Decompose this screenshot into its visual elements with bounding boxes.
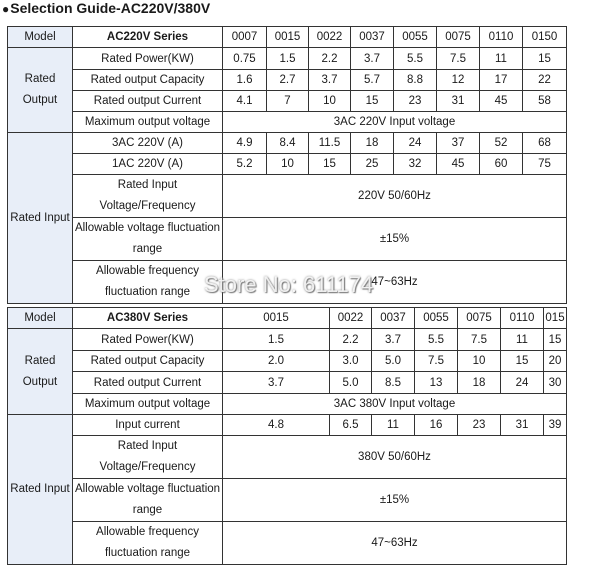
- ac220-input-vf-row: [8, 175, 567, 218]
- input-vf-value: 220V 50/60Hz: [223, 175, 567, 218]
- value-cell: 30: [544, 372, 567, 394]
- row-label: Maximum output voltage: [73, 112, 223, 133]
- ac380-rated-power-row: [8, 329, 567, 351]
- value-cell: 3.0: [330, 351, 372, 372]
- row-label: Rated output Capacity: [73, 351, 223, 372]
- value-cell: 18: [458, 372, 501, 394]
- rated-input-label: Rated Input: [8, 415, 73, 565]
- value-cell: 7.5: [458, 329, 501, 351]
- model-cell: 0075: [458, 308, 501, 329]
- value-cell: 60: [480, 154, 523, 175]
- value-cell: 15: [501, 351, 544, 372]
- row-label: Allowable frequency fluctuation range: [73, 522, 223, 565]
- value-cell: 31: [501, 415, 544, 436]
- value-cell: 5.7: [351, 70, 394, 91]
- value-cell: 10: [458, 351, 501, 372]
- ac220-spec-table: [7, 26, 567, 304]
- value-cell: 11: [372, 415, 415, 436]
- row-label: Rated output Capacity: [73, 70, 223, 91]
- ac380-spec-table: [7, 307, 567, 565]
- model-cell: 0007: [223, 27, 267, 48]
- value-cell: 52: [480, 133, 523, 154]
- value-cell: 2.2: [330, 329, 372, 351]
- ac220-model-row: [8, 27, 567, 48]
- value-cell: 1.5: [267, 48, 309, 70]
- value-cell: 5.0: [372, 351, 415, 372]
- value-cell: 20: [544, 351, 567, 372]
- value-cell: 12: [437, 70, 480, 91]
- value-cell: 15: [523, 48, 567, 70]
- ac220-rated-power-row: [8, 48, 567, 70]
- value-cell: 5.0: [330, 372, 372, 394]
- model-label: Model: [8, 27, 73, 48]
- ac380-output-current-row: [8, 372, 567, 394]
- value-cell: 37: [437, 133, 480, 154]
- value-cell: 1.6: [223, 70, 267, 91]
- model-cell: 0150: [523, 27, 567, 48]
- row-label: Rated Input Voltage/Frequency: [73, 175, 223, 218]
- ac220-max-voltage-row: [8, 112, 567, 133]
- voltage-fluct-value: ±15%: [223, 479, 567, 522]
- value-cell: 75: [523, 154, 567, 175]
- value-cell: 3.7: [372, 329, 415, 351]
- ac380-max-voltage-row: [8, 394, 567, 415]
- value-cell: 2.7: [267, 70, 309, 91]
- value-cell: 15: [544, 329, 567, 351]
- rated-output-label: Rated Output: [8, 329, 73, 415]
- value-cell: 7.5: [415, 351, 458, 372]
- value-cell: 3.7: [223, 372, 330, 394]
- model-cell: 0015: [223, 308, 330, 329]
- value-cell: 11: [501, 329, 544, 351]
- value-cell: 7: [267, 91, 309, 112]
- rated-output-label: Rated Output: [8, 48, 73, 133]
- input-vf-value: 380V 50/60Hz: [223, 436, 567, 479]
- ac380-input-vf-row: [8, 436, 567, 479]
- row-label: Maximum output voltage: [73, 394, 223, 415]
- ac380-freq-fluct-row: [8, 522, 567, 565]
- row-label: 1AC 220V (A): [73, 154, 223, 175]
- value-cell: 22: [523, 70, 567, 91]
- value-cell: 3.7: [351, 48, 394, 70]
- freq-fluct-value: 47~63Hz: [223, 261, 567, 304]
- ac220-freq-fluct-row: [8, 261, 567, 304]
- value-cell: 11.5: [309, 133, 351, 154]
- value-cell: 24: [501, 372, 544, 394]
- model-cell: 0055: [415, 308, 458, 329]
- value-cell: 4.9: [223, 133, 267, 154]
- value-cell: 10: [309, 91, 351, 112]
- value-cell: 18: [351, 133, 394, 154]
- row-label: Rated output Current: [73, 372, 223, 394]
- model-cell: 0022: [330, 308, 372, 329]
- row-label: Rated Input Voltage/Frequency: [73, 436, 223, 479]
- value-cell: 11: [480, 48, 523, 70]
- value-cell: 5.5: [394, 48, 437, 70]
- row-label: Allowable frequency fluctuation range: [73, 261, 223, 304]
- model-cell: 0037: [351, 27, 394, 48]
- model-cell: 0075: [437, 27, 480, 48]
- value-cell: 58: [523, 91, 567, 112]
- freq-fluct-value: 47~63Hz: [223, 522, 567, 565]
- model-cell: 0110: [480, 27, 523, 48]
- value-cell: 23: [394, 91, 437, 112]
- ac220-3ac-row: [8, 133, 567, 154]
- value-cell: 1.5: [223, 329, 330, 351]
- ac220-output-capacity-row: [8, 70, 567, 91]
- row-label: Rated Power(KW): [73, 329, 223, 351]
- value-cell: 5.2: [223, 154, 267, 175]
- row-label: Allowable voltage fluctuation range: [73, 218, 223, 261]
- value-cell: 16: [415, 415, 458, 436]
- row-label: Allowable voltage fluctuation range: [73, 479, 223, 522]
- ac220-voltage-fluct-row: [8, 218, 567, 261]
- model-cell: 015: [544, 308, 567, 329]
- row-label: Rated output Current: [73, 91, 223, 112]
- ac380-input-current-row: [8, 415, 567, 436]
- value-cell: 17: [480, 70, 523, 91]
- store-watermark: Store No: 611174: [204, 272, 374, 297]
- value-cell: 7.5: [437, 48, 480, 70]
- series-label: AC380V Series: [73, 308, 223, 329]
- model-cell: 0055: [394, 27, 437, 48]
- value-cell: 3.7: [309, 70, 351, 91]
- value-cell: 45: [480, 91, 523, 112]
- row-label: Rated Power(KW): [73, 48, 223, 70]
- value-cell: 13: [415, 372, 458, 394]
- value-cell: 8.4: [267, 133, 309, 154]
- value-cell: 8.8: [394, 70, 437, 91]
- max-voltage-value: 3AC 380V Input voltage: [223, 394, 567, 415]
- row-label: Input current: [73, 415, 223, 436]
- value-cell: 2.2: [309, 48, 351, 70]
- model-cell: 0037: [372, 308, 415, 329]
- value-cell: 10: [267, 154, 309, 175]
- model-label: Model: [8, 308, 73, 329]
- value-cell: 45: [437, 154, 480, 175]
- model-cell: 0022: [309, 27, 351, 48]
- value-cell: 25: [351, 154, 394, 175]
- value-cell: 68: [523, 133, 567, 154]
- value-cell: 0.75: [223, 48, 267, 70]
- title-text: Selection Guide-AC220V/380V: [10, 0, 211, 16]
- ac380-voltage-fluct-row: [8, 479, 567, 522]
- value-cell: 4.8: [223, 415, 330, 436]
- model-cell: 0110: [501, 308, 544, 329]
- value-cell: 4.1: [223, 91, 267, 112]
- ac380-model-row: [8, 308, 567, 329]
- value-cell: 23: [458, 415, 501, 436]
- page-title: [2, 0, 210, 20]
- row-label: 3AC 220V (A): [73, 133, 223, 154]
- value-cell: 6.5: [330, 415, 372, 436]
- value-cell: 24: [394, 133, 437, 154]
- ac380-output-capacity-row: [8, 351, 567, 372]
- value-cell: 2.0: [223, 351, 330, 372]
- value-cell: 32: [394, 154, 437, 175]
- value-cell: 31: [437, 91, 480, 112]
- ac220-output-current-row: [8, 91, 567, 112]
- value-cell: 15: [351, 91, 394, 112]
- value-cell: 8.5: [372, 372, 415, 394]
- value-cell: 5.5: [415, 329, 458, 351]
- series-label: AC220V Series: [73, 27, 223, 48]
- rated-input-label: Rated Input: [8, 133, 73, 304]
- model-cell: 0015: [267, 27, 309, 48]
- value-cell: 15: [309, 154, 351, 175]
- value-cell: 39: [544, 415, 567, 436]
- max-voltage-value: 3AC 220V Input voltage: [223, 112, 567, 133]
- voltage-fluct-value: ±15%: [223, 218, 567, 261]
- ac220-1ac-row: [8, 154, 567, 175]
- bullet-icon: ●: [2, 2, 10, 16]
